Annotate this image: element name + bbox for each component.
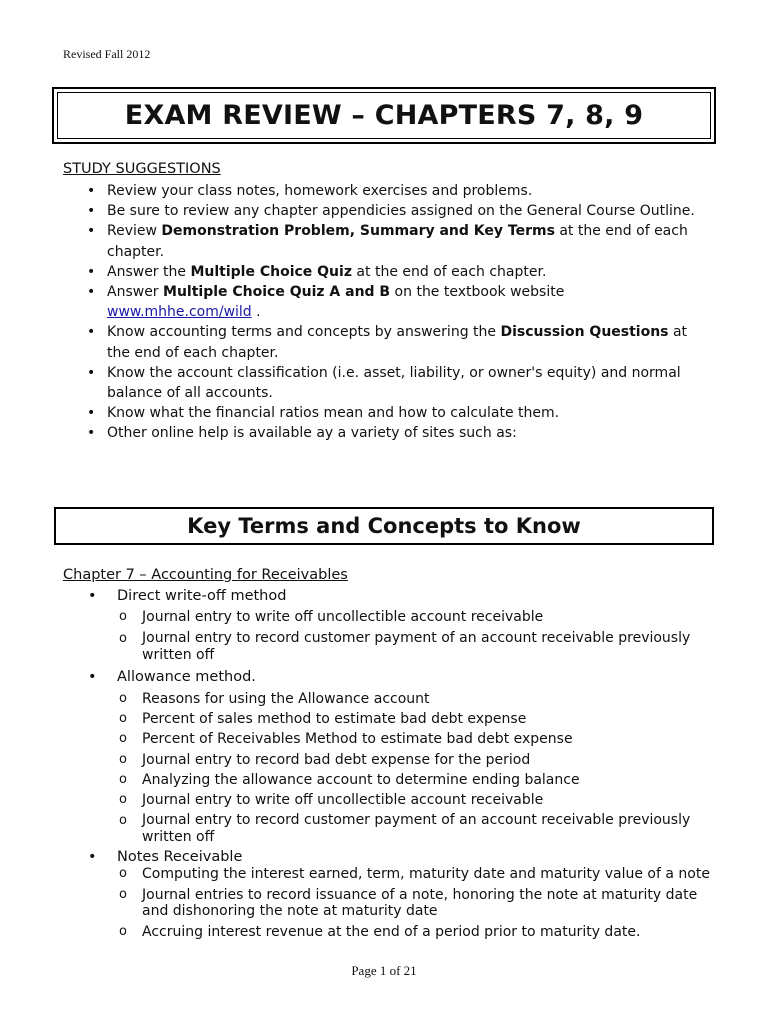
- topic-label: Notes Receivable: [117, 849, 243, 865]
- list-item: • Review your class notes, homework exercises and problems.: [63, 181, 713, 201]
- chapter-7-heading: Chapter 7 – Accounting for Receivables: [63, 567, 348, 583]
- topic-label: Allowance method.: [117, 669, 256, 685]
- sub-bullet-icon: o: [119, 751, 127, 767]
- list-item: o Journal entry to write off uncollectible account receivable: [63, 790, 713, 810]
- key-terms-title: Key Terms and Concepts to Know: [54, 507, 714, 545]
- page-number: Page 1 of 21: [351, 963, 417, 978]
- list-item: o Journal entry to write off uncollectible account receivable: [63, 607, 713, 627]
- bullet-icon: •: [87, 263, 96, 280]
- list-item: o Reasons for using the Allowance account: [63, 689, 713, 709]
- sub-bullet-icon: o: [119, 813, 127, 829]
- list-item: o Computing the interest earned, term, maturity date and maturity value of a note: [119, 866, 710, 882]
- list-item: • Answer Multiple Choice Quiz A and B on the textbook website www.mhhe.com/wild .: [87, 284, 565, 321]
- sub-bullet-icon: o: [119, 609, 127, 624]
- bullet-icon: •: [87, 183, 96, 199]
- list-item: o Percent of sales method to estimate bad debt expense: [63, 709, 713, 729]
- bullet-icon: •: [87, 324, 96, 341]
- list-item: • Review Demonstration Problem, Summary and Key Terms at the end of each chapter.: [87, 223, 688, 260]
- bullet-icon: •: [88, 849, 97, 865]
- list-item: • Know accounting terms and concepts by answering the Discussion Questions at the end of each chapter.: [87, 324, 688, 361]
- topic-allowance-method-list: [63, 689, 713, 846]
- textbook-website-link[interactable]: www.mhhe.com/wild: [107, 304, 252, 321]
- list-item: • Be sure to review any chapter appendicies assigned on the General Course Outline.: [63, 201, 713, 221]
- sub-bullet-icon: o: [119, 866, 127, 881]
- bullet-icon: •: [88, 669, 97, 685]
- list-item: o Journal entry to record bad debt expense for the period: [63, 750, 713, 770]
- sub-bullet-icon: o: [119, 731, 127, 747]
- sub-bullet-icon: o: [119, 771, 127, 787]
- list-item: • Know the account classification (i.e. asset, liability, or owner's equity) and normal balance of all accounts.: [87, 364, 681, 402]
- study-suggestions-list: [63, 181, 713, 444]
- bullet-icon: •: [87, 425, 96, 442]
- bullet-icon: •: [87, 223, 96, 240]
- list-item: o Journal entries to record issuance of a note, honoring the note at maturity date and dishonoring the note at maturity date: [119, 886, 698, 919]
- list-item: • Know what the financial ratios mean and how to calculate them.: [63, 403, 713, 423]
- bullet-icon: •: [87, 284, 96, 301]
- revised-date: Revised Fall 2012: [63, 47, 151, 61]
- sub-bullet-icon: o: [119, 711, 127, 727]
- list-item: o Journal entry to record customer payment of an account receivable previously written off: [119, 630, 691, 664]
- sub-bullet-icon: o: [119, 923, 127, 939]
- study-suggestions-heading: STUDY SUGGESTIONS: [63, 161, 221, 177]
- bullet-icon: •: [87, 405, 96, 422]
- page-title: EXAM REVIEW – CHAPTERS 7, 8, 9: [52, 87, 716, 144]
- list-item: o Analyzing the allowance account to determine ending balance: [63, 770, 713, 790]
- bullet-icon: •: [87, 364, 96, 381]
- list-item: • Answer the Multiple Choice Quiz at the end of each chapter.: [63, 262, 713, 282]
- topic-direct-write-off-list: [63, 607, 713, 664]
- bullet-icon: •: [87, 203, 96, 220]
- list-item: o Accruing interest revenue at the end of a period prior to maturity date.: [119, 923, 641, 940]
- topic-label: Direct write-off method: [117, 588, 287, 604]
- list-item: • Other online help is available ay a variety of sites such as:: [63, 423, 713, 443]
- sub-bullet-icon: o: [119, 886, 127, 902]
- list-item: o Percent of Receivables Method to estimate bad debt expense: [63, 729, 713, 749]
- sub-bullet-icon: o: [119, 631, 127, 647]
- sub-bullet-icon: o: [119, 792, 127, 808]
- topic-notes-receivable-list: [63, 866, 713, 940]
- bullet-icon: •: [88, 588, 97, 604]
- list-item: o Journal entry to record customer payment of an account receivable previously written off: [119, 812, 691, 846]
- sub-bullet-icon: o: [119, 691, 127, 706]
